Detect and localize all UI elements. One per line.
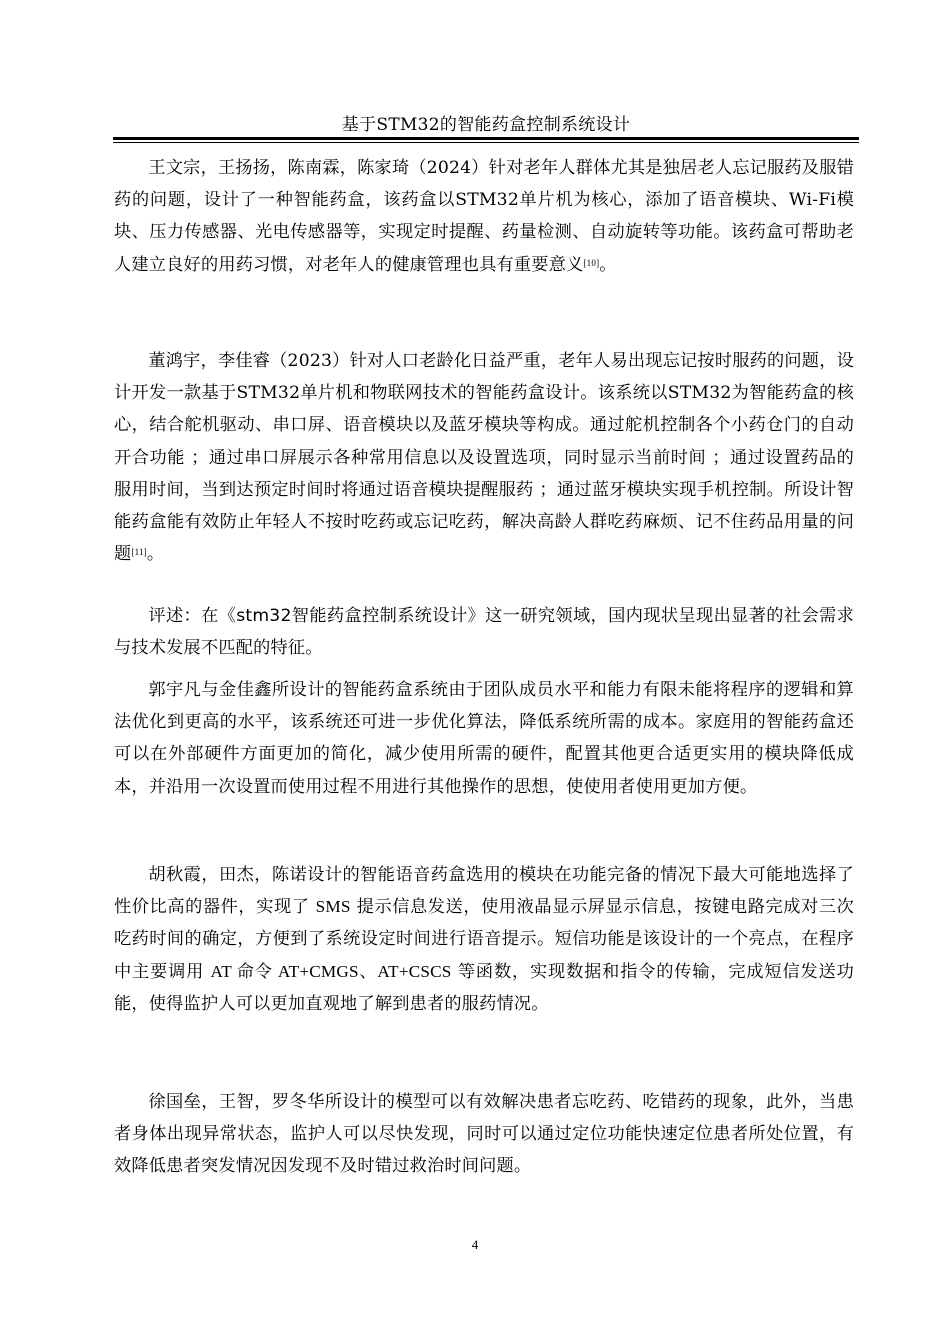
paragraph-text: 提示信息发送，使用液晶显示屏显示信息，按键电路完成对三次吃药时间的确定，方便到了系统设定时间进行语音提示。短信功能是该设计的一个亮点，在程序中主要调用 (114, 897, 854, 982)
paragraph-text: 设计的智能语音药盒选用的模块在功能完备的情况下最大可能地选择了性价比高的器件，实现了 (114, 865, 854, 918)
paragraph-text: 王文宗，王扬扬，陈南霖，陈家琦（2024）针对老年人群体尤其是独居老人忘记服药及服错药的问题，设计了一种智能药盒，该药盒以STM32单片机为核心，添加了语音模块、Wi-Fi模块、压力传感器、光电传感器等，实现定时提醒、药量检测、自动旋转等功能。该药盒可帮助老人建立良好的用药习惯，对老年人的健康管理也具有重要意义 (114, 158, 854, 275)
paragraph-text: 徐国垒，王智，罗冬华所设计的模型可以有效解决患者忘吃药、吃错药的现象，此外，当患者身体出现异常状态，监护人可以尽快发现，同时可以通过定位功能快速定位患者所处位置，有效降低患者突发情况因发现不及时错过救治时间问题。 (114, 1092, 854, 1177)
paragraph-lead: 胡秋霞，田杰，陈诺 (148, 865, 308, 885)
paragraph-text: 评述：在《stm32智能药盒控制系统设计》这一研究领域，国内现状呈现出显著的社会需求与技术发展不匹配的特征。 (114, 606, 854, 659)
code-term: SMS (315, 897, 351, 917)
code-term: AT 命令 AT+CMGS、AT+CSCS (210, 961, 452, 981)
paragraph-tail: 。 (599, 254, 617, 275)
paragraph-guo-yufan (114, 674, 854, 803)
header-rule-thick (113, 137, 859, 140)
paragraph-xu-guolei (114, 1086, 854, 1183)
citation-ref: [11] (131, 547, 147, 558)
paragraph-text: 等函数，实现数据和指令的传输，完成短信发送功能，使得监护人可以更加直观地了解到患者的服药情况。 (114, 961, 854, 1014)
citation-ref: [10] (583, 257, 600, 268)
paragraph-wang-wenzong (114, 152, 854, 281)
paragraph-hu-qiuxia (114, 859, 854, 1020)
header-rule-thin (113, 142, 859, 143)
running-header: 基于STM32的智能药盒控制系统设计 (341, 115, 631, 135)
paragraph-tail: 。 (146, 544, 165, 565)
paragraph-text: 董鸿宇，李佳睿（2023）针对人口老龄化日益严重，老年人易出现忘记按时服药的问题，设计开发一款基于STM32单片机和物联网技术的智能药盒设计。该系统以STM32为智能药盒的核心，结合舵机驱动、串口屏、语音模块以及蓝牙模块等构成。通过舵机控制各个小药仓门的自动开合功能 ；通过串口屏展示各种常用信息以及设置选项，同时显示当前时间 ；通过设置药品的服用时间，当到达预定时间时将通过语音模块提醒服药 ；通过蓝牙模块实现手机控制。所设计智能药盒能有效防止年轻人不按时吃药或忘记吃药，解决高龄人群吃药麻烦、记不住药品用量的问题 (114, 351, 854, 565)
paragraph-dong-hongyu (114, 345, 854, 570)
page-number: 4 (471, 1237, 479, 1252)
paragraph-review (114, 600, 854, 664)
paragraph-text: 郭宇凡与金佳鑫所设计的智能药盒系统由于团队成员水平和能力有限未能将程序的逻辑和算法优化到更高的水平，该系统还可进一步优化算法，降低系统所需的成本。家庭用的智能药盒还可以在外部硬件方面更加的简化，减少使用所需的硬件，配置其他更合适更实用的模块降低成本，并沿用一次设置而使用过程不用进行其他操作的思想，使使用者使用更加方便。 (114, 680, 854, 797)
